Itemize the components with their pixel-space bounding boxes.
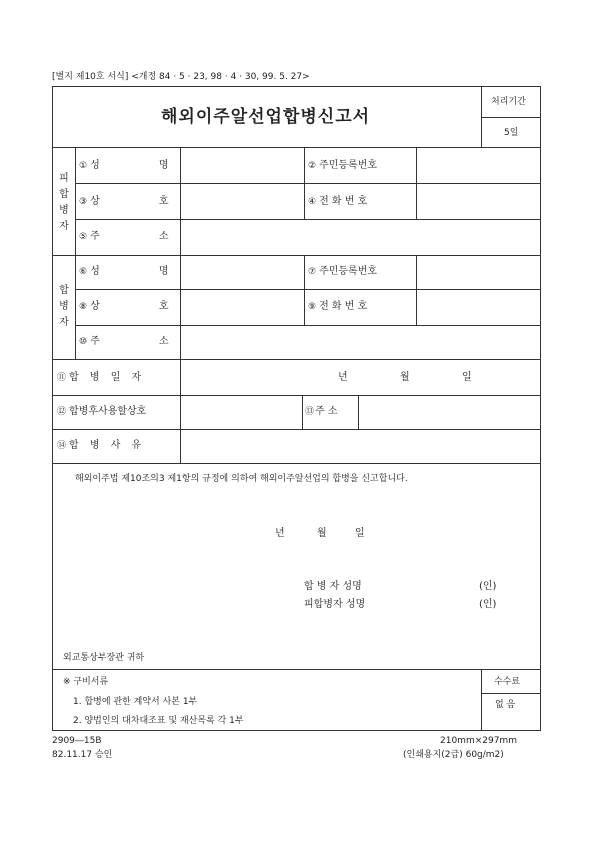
paper-size: 210mm×297mm: [440, 736, 517, 746]
merging-seal: (인): [479, 581, 497, 592]
declaration-day: 일: [355, 528, 365, 539]
field-number: ⑤: [79, 232, 88, 242]
row-line: [75, 219, 541, 220]
side-char: 합: [59, 189, 69, 200]
approval-date: 82.11.17 승인: [52, 750, 113, 760]
field-number: ⑬: [305, 407, 315, 417]
fee-value: 없 음: [495, 700, 516, 710]
document-item: 2. 양법인의 대차대조표 및 재산목록 각 1부: [73, 716, 244, 726]
post-address-label: [305, 407, 338, 417]
field-label: 상 호: [90, 196, 197, 207]
row-line: [75, 183, 541, 184]
field-label: 주 소: [315, 406, 338, 417]
document-item: 1. 합병에 관한 계약서 사본 1부: [73, 697, 198, 707]
reason-label: [57, 441, 145, 451]
field-number: ⑨: [308, 302, 317, 312]
fee-divider-line: [481, 693, 541, 694]
merged-signature-label: 피합병자 성명: [304, 599, 366, 610]
field-label: 주민등록번호: [319, 266, 378, 277]
post-trade-divider-line: [358, 395, 359, 429]
merged-trade-label: [79, 197, 197, 207]
merging-rrn-label: [308, 267, 377, 277]
field-number: ①: [79, 161, 88, 171]
fee-label: 수수료: [494, 677, 521, 687]
field-number: ⑦: [308, 267, 317, 277]
value-column-line: [304, 255, 305, 325]
field-number: ④: [308, 197, 317, 207]
processing-box-line: [481, 87, 482, 147]
merged-name-label: [79, 160, 197, 171]
merging-trade-label: [79, 302, 197, 312]
field-number: ⑧: [79, 302, 88, 312]
field-number: ⑭: [57, 441, 67, 451]
field-number: ⑫: [57, 407, 67, 417]
value-column-line: [416, 255, 417, 325]
field-number: ③: [79, 197, 88, 207]
field-number: ⑩: [79, 337, 88, 347]
merged-seal: (인): [479, 599, 497, 610]
field-label: 합 병 사 유: [69, 440, 146, 451]
merger-date-label: [57, 373, 145, 383]
merged-address-label: [79, 232, 197, 242]
field-label: 전 화 번 호: [319, 196, 368, 207]
form-code: 2909―15B: [52, 736, 102, 746]
processing-divider-line: [481, 117, 541, 118]
documents-top-line: [53, 669, 541, 670]
form-title: 해외이주알선업합병신고서: [161, 107, 371, 127]
merger-date-year: 년: [338, 372, 348, 383]
field-label: 상 호: [90, 301, 197, 312]
post-trade-label: [57, 407, 146, 417]
field-number: ⑥: [79, 267, 88, 277]
declaration-text: 해외이주법 제10조의3 제1항의 규정에 의하여 해외이주알선업의 합병을 신고합니다.: [75, 474, 408, 484]
merging-name-label: [79, 267, 197, 277]
side-char: 피: [59, 173, 69, 184]
form-header-note: [별지 제10호 서식] <개정 84 · 5 · 23, 98 · 4 · 30, 99. 5. 27>: [52, 72, 310, 82]
title-bottom-line: [53, 147, 541, 148]
fee-box-line: [481, 669, 482, 730]
row-line: [53, 463, 541, 464]
merging-signature-label: 합 병 자 성명: [304, 581, 362, 592]
row-line: [53, 395, 541, 396]
value-column-line: [304, 147, 305, 219]
post-trade-divider-line: [302, 395, 303, 429]
paper-type: (인쇄용지(2급) 60g/m2): [403, 750, 504, 760]
merger-date-month: 월: [400, 372, 410, 383]
row-line: [75, 289, 541, 290]
field-label: 주 소: [90, 231, 197, 242]
side-char: 병: [59, 205, 69, 216]
merger-date-day: 일: [462, 372, 472, 383]
processing-label: 처리기간: [491, 97, 526, 107]
field-number: ⑪: [57, 373, 67, 383]
field-label: 전 화 번 호: [319, 301, 368, 312]
field-number: ②: [308, 161, 317, 171]
declaration-year: 년: [275, 528, 285, 539]
processing-value: 5일: [504, 128, 519, 138]
section-line: [53, 359, 541, 360]
side-char: 자: [59, 221, 69, 232]
documents-header: ※ 구비서류: [63, 677, 109, 687]
declaration-month: 월: [317, 528, 327, 539]
value-column-line: [416, 147, 417, 219]
merged-rrn-label: [308, 161, 377, 171]
field-label: 합병후사용할상호: [69, 406, 147, 417]
merged-party-side-label: [56, 171, 72, 235]
side-char: 합: [59, 285, 69, 296]
side-char: 자: [59, 317, 69, 328]
merging-phone-label: [308, 302, 367, 312]
field-label: 성 명: [90, 266, 197, 277]
section-line: [53, 255, 541, 256]
side-char: 병: [59, 301, 69, 312]
declaration-form: [52, 86, 541, 731]
merging-party-side-label: [56, 283, 72, 331]
field-label: 성 명: [90, 160, 197, 171]
side-label-line: [75, 147, 76, 359]
field-label: 주민등록번호: [319, 160, 378, 171]
merging-address-label: [79, 337, 197, 347]
row-line: [53, 429, 541, 430]
field-label: 주 소: [90, 336, 197, 347]
field-label: 합 병 일 자: [69, 372, 146, 383]
merged-phone-label: [308, 197, 367, 207]
addressee: 외교통상부장관 귀하: [63, 653, 145, 663]
row-line: [75, 325, 541, 326]
